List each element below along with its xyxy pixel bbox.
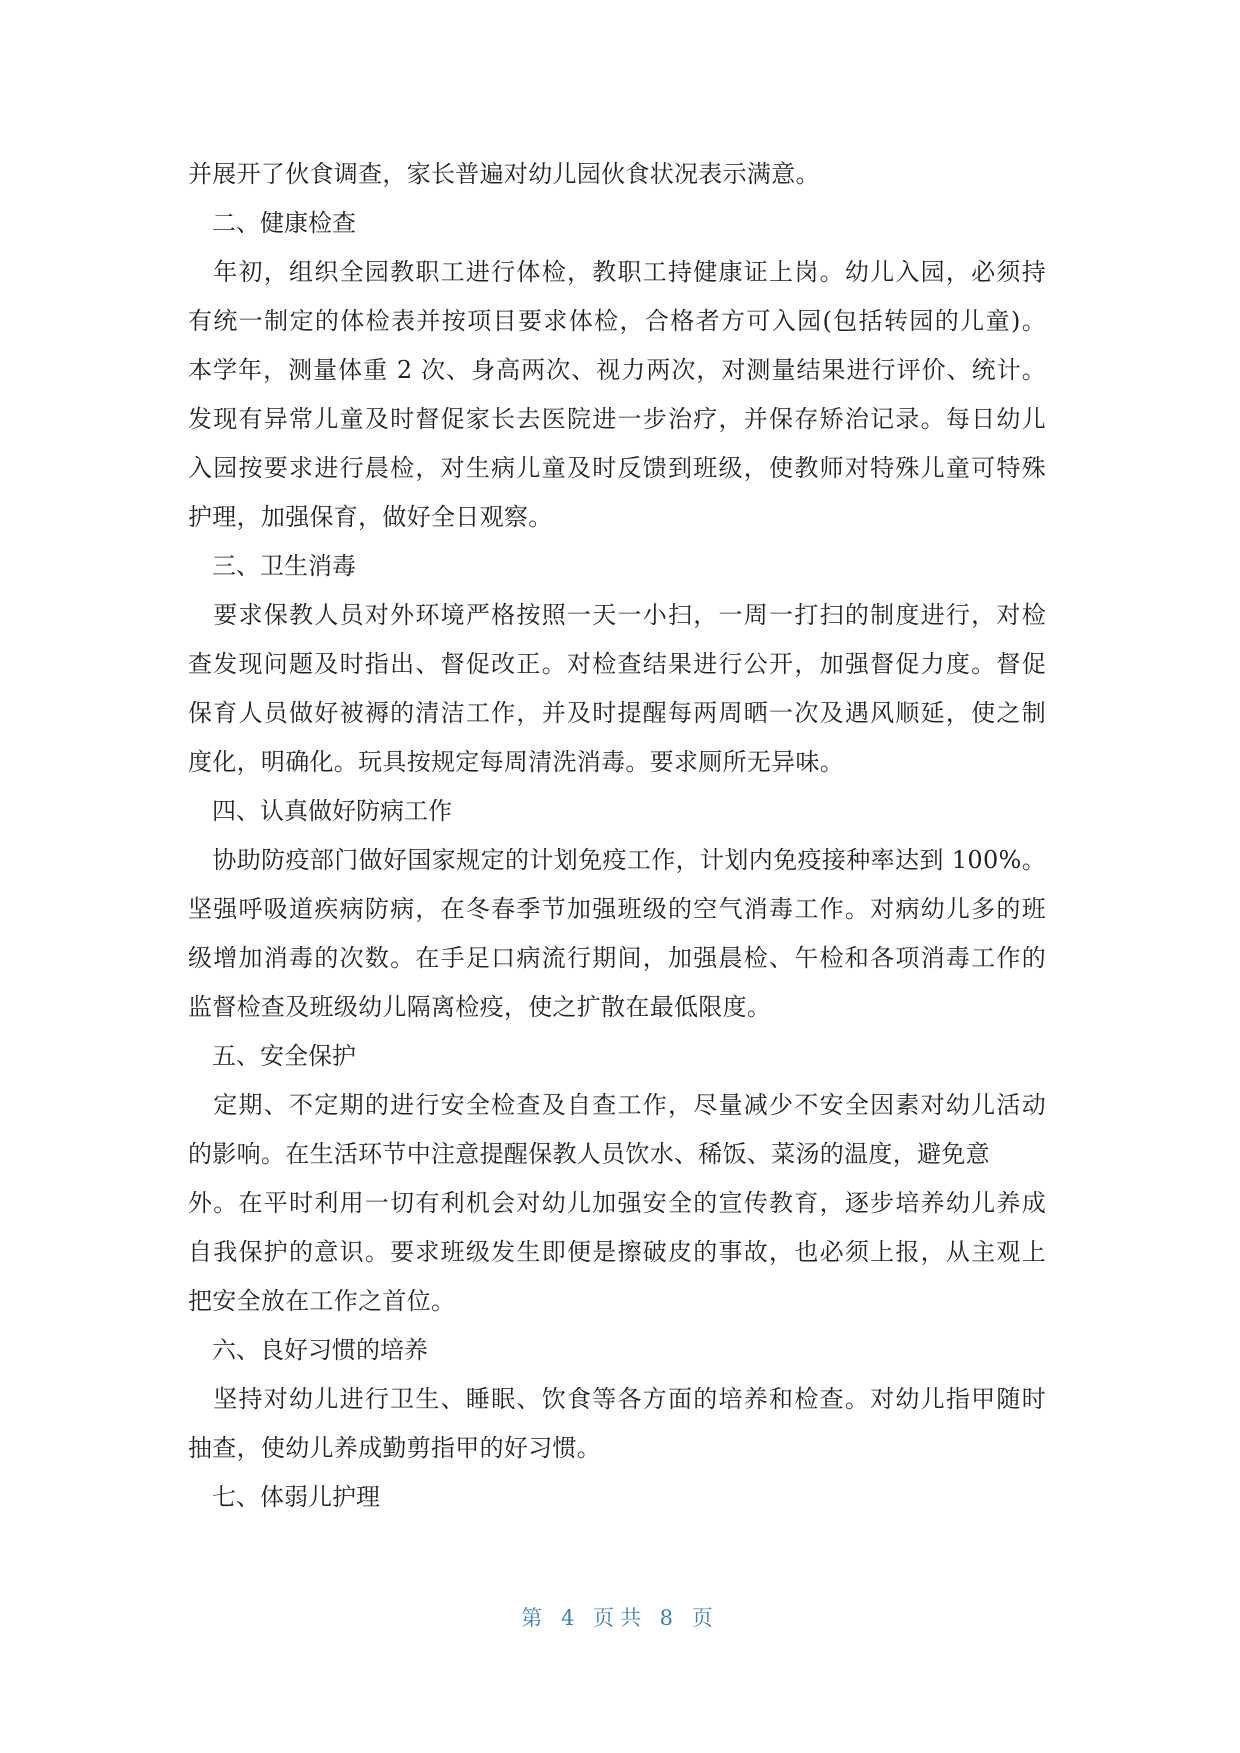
- paragraph-line: 年初，组织全园教职工进行体检，教职工持健康证上岗。幼儿入园，必须持: [188, 258, 1046, 286]
- paragraph-line: 有统一制定的体检表并按项目要求体检，合格者方可入园(包括转园的儿童)。: [188, 307, 1046, 335]
- paragraph-line: 外。在平时利用一切有利机会对幼儿加强安全的宣传教育，逐步培养幼儿养成: [188, 1189, 1046, 1217]
- paragraph-line: 保育人员做好被褥的清洁工作，并及时提醒每两周晒一次及遇风顺延，使之制: [188, 699, 1046, 727]
- paragraph-line: 要求保教人员对外环境严格按照一天一小扫，一周一打扫的制度进行，对检: [188, 601, 1046, 629]
- paragraph-line: 度化，明确化。玩具按规定每周清洗消毒。要求厕所无异味。: [188, 748, 845, 776]
- paragraph-line: 本学年，测量体重 2 次、身高两次、视力两次，对测量结果进行评价、统计。: [188, 356, 1046, 384]
- paragraph-line: 坚持对幼儿进行卫生、睡眠、饮食等各方面的培养和检查。对幼儿指甲随时: [188, 1385, 1046, 1413]
- paragraph-line: 并展开了伙食调查，家长普遍对幼儿园伙食状况表示满意。: [188, 160, 820, 188]
- paragraph-line: 把安全放在工作之首位。: [188, 1287, 456, 1315]
- paragraph-line: 协助防疫部门做好国家规定的计划免疫工作，计划内免疫接种率达到 100%。: [188, 846, 1046, 874]
- paragraph-line: 查发现问题及时指出、督促改正。对检查结果进行公开，加强督促力度。督促: [188, 650, 1046, 678]
- paragraph-line: 定期、不定期的进行安全检查及自查工作，尽量减少不安全因素对幼儿活动: [188, 1091, 1046, 1119]
- paragraph-line: 自我保护的意识。要求班级发生即便是擦破皮的事故，也必须上报，从主观上: [188, 1238, 1046, 1266]
- section-heading: 六、良好习惯的培养: [212, 1336, 428, 1364]
- paragraph-line: 护理，加强保育，做好全日观察。: [188, 503, 553, 531]
- section-heading: 四、认真做好防病工作: [212, 797, 452, 825]
- paragraph-line: 级增加消毒的次数。在手足口病流行期间，加强晨检、午检和各项消毒工作的: [188, 944, 1046, 972]
- paragraph-line: 监督检查及班级幼儿隔离检疫，使之扩散在最低限度。: [188, 993, 772, 1021]
- paragraph-line: 抽查，使幼儿养成勤剪指甲的好习惯。: [188, 1434, 602, 1462]
- section-heading: 七、体弱儿护理: [212, 1483, 380, 1511]
- paragraph-line: 入园按要求进行晨检，对生病儿童及时反馈到班级，使教师对特殊儿童可特殊: [188, 454, 1046, 482]
- paragraph-line: 的影响。在生活环节中注意提醒保教人员饮水、稀饭、菜汤的温度，避免意: [188, 1140, 990, 1168]
- paragraph-line: 发现有异常儿童及时督促家长去医院进一步治疗，并保存矫治记录。每日幼儿: [188, 405, 1046, 433]
- document-body: [188, 150, 1046, 1522]
- page-number-footer: 第 4 页共 8 页: [521, 1606, 719, 1630]
- section-heading: 二、健康检查: [212, 209, 356, 237]
- section-heading: 三、卫生消毒: [212, 552, 356, 580]
- paragraph-line: 坚强呼吸道疾病防病，在冬春季节加强班级的空气消毒工作。对病幼儿多的班: [188, 895, 1046, 923]
- section-heading: 五、安全保护: [212, 1042, 356, 1070]
